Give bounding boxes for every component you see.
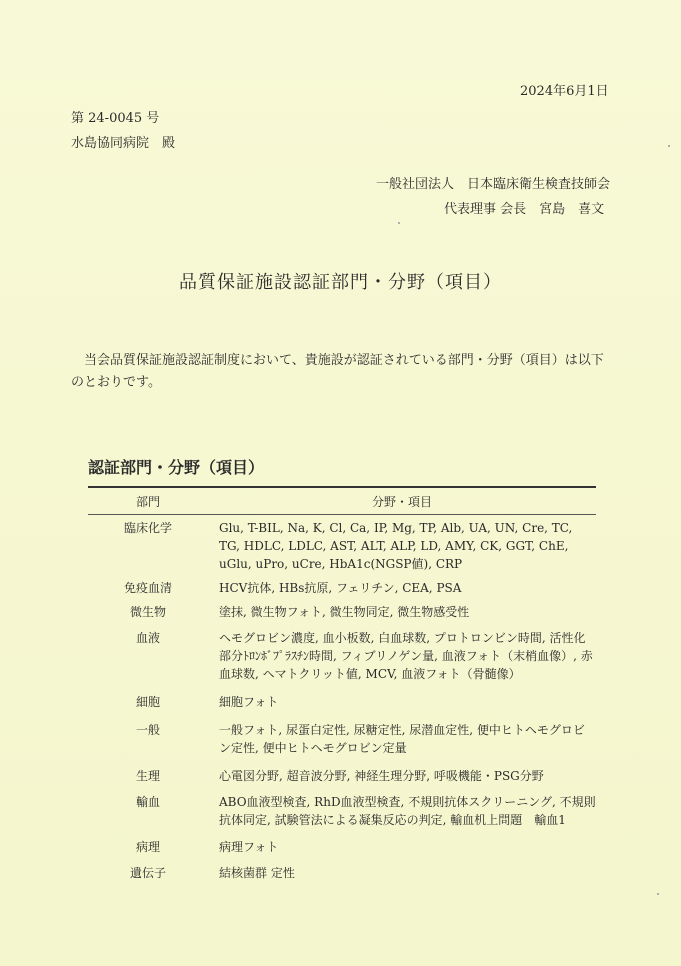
row-dept: 遺伝子 <box>129 866 166 880</box>
section-heading: 認証部門・分野（項目） <box>88 458 265 477</box>
row-items: 心電図分野, 超音波分野, 神経生理分野, 呼吸機能・PSG分野 <box>219 769 544 783</box>
row-dept: 微生物 <box>129 605 166 619</box>
issuer-representative: 代表理事 会長 宮島 喜文 <box>444 202 605 217</box>
row-dept: 免疫血清 <box>123 581 172 595</box>
recipient: 水島協同病院 殿 <box>71 136 176 151</box>
row-items: ABO血液型検査, RhD血液型検査, 不規則抗体スクリーニング, 不規則抗体同定, 試験管法による凝集反応の判定, 輸血机上問題 輸血1 <box>219 795 596 827</box>
table-header-rule <box>88 514 596 515</box>
row-items: ヘモグロビン濃度, 血小板数, 白血球数, プロトロンビン時間, 活性化部分ﾄﾛﾝﾎﾞﾌﾟﾗｽﾁﾝ時間, フィブリノゲン量, 血液フォト（末梢血像）, 赤血球数, ヘマトクリット値, MCV, 血液フォト（骨髄像） <box>219 631 593 681</box>
table-row <box>88 579 596 597</box>
table-row <box>88 721 596 757</box>
row-dept: 生理 <box>135 769 160 783</box>
table-row <box>88 693 596 711</box>
row-items: 結核菌群 定性 <box>219 866 295 880</box>
table-row <box>88 629 596 683</box>
table-row <box>88 864 596 882</box>
row-items: 一般フォト, 尿蛋白定性, 尿糖定性, 尿潜血定性, 便中ヒトヘモグロビン定性, 便中ヒトヘモグロビン定量 <box>219 723 585 755</box>
paper-speck <box>668 145 670 147</box>
paper-speck <box>657 893 659 895</box>
row-items: 病理フォト <box>219 840 279 854</box>
document-number: 第 24-0045 号 <box>71 111 160 126</box>
row-dept: 輸血 <box>135 795 160 809</box>
table-row <box>88 603 596 621</box>
issuer-organization: 一般社団法人 日本臨床衛生検査技師会 <box>376 177 611 192</box>
issue-date: 2024年6月1日 <box>520 84 609 99</box>
row-dept: 病理 <box>135 840 160 854</box>
row-items: 塗抹, 微生物フォト, 微生物同定, 微生物感受性 <box>219 605 470 619</box>
header-items: 分野・項目 <box>371 494 432 509</box>
intro-paragraph: 当会品質保証施設認証制度において、貴施設が認証されている部門・分野（項目）は以下のとおりです。 <box>71 353 604 390</box>
table-row <box>88 519 596 573</box>
row-dept: 一般 <box>135 723 160 737</box>
row-items: HCV抗体, HBs抗原, フェリチン, CEA, PSA <box>219 581 462 595</box>
table-row <box>88 793 596 829</box>
row-dept: 血液 <box>135 631 160 645</box>
row-dept: 細胞 <box>135 695 160 709</box>
table-header <box>88 488 596 514</box>
table-row <box>88 838 596 856</box>
header-dept: 部門 <box>135 494 160 509</box>
row-items: Glu, T-BIL, Na, K, Cl, Ca, IP, Mg, TP, Alb, UA, UN, Cre, TC, TG, HDLC, LDLC, AST, ALT, ALP, LD, AMY, CK, GGT, ChE, uGlu, uPro, uCre, HbA1c(NGSP値), CRP <box>219 521 573 571</box>
paper-speck <box>398 222 400 224</box>
row-dept: 臨床化学 <box>123 521 172 535</box>
table-row <box>88 767 596 785</box>
certification-table <box>88 486 596 882</box>
document-title: 品質保証施設認証部門・分野（項目） <box>179 272 502 293</box>
row-items: 細胞フォト <box>219 695 279 709</box>
